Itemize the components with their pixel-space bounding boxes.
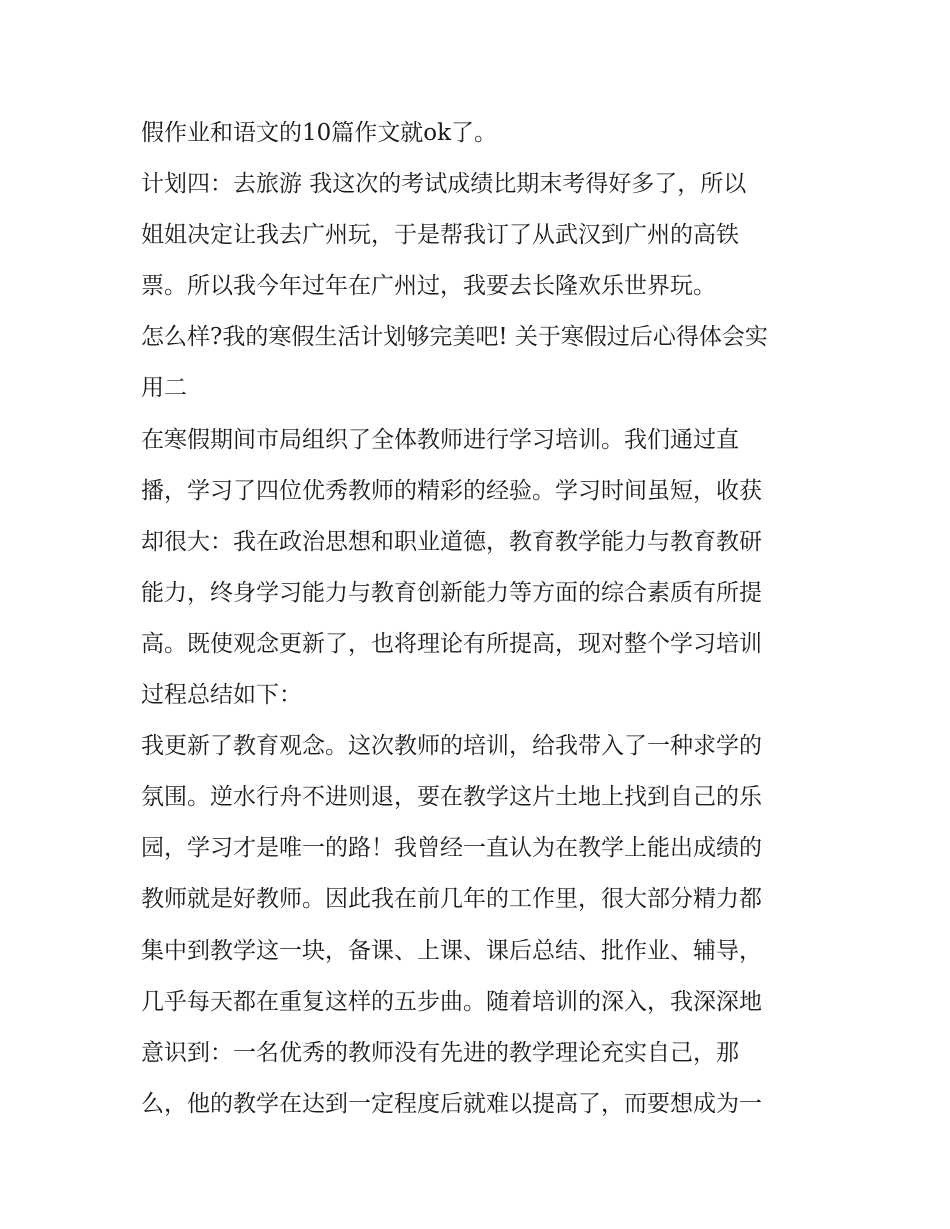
- text-line: 高。既使观念更新了，也将理论有所提高，现对整个学习培训: [141, 630, 762, 657]
- text-line: 假作业和语文的10篇作文就ok了。: [141, 120, 498, 146]
- text-line: 过程总结如下：: [141, 682, 302, 709]
- text-line: 用二: [141, 375, 187, 402]
- text-line: 几乎每天都在重复这样的五步曲。随着培训的深入，我深深地: [141, 988, 762, 1015]
- text-line: 教师就是好教师。因此我在前几年的工作里，很大部分精力都: [141, 886, 762, 913]
- document-body: [141, 108, 821, 1130]
- text-line: 氛围。逆水行舟不进则退，要在教学这片土地上找到自己的乐: [141, 784, 762, 811]
- text-line: 能力，终身学习能力与教育创新能力等方面的综合素质有所提: [141, 579, 762, 606]
- text-line: 我更新了教育观念。这次教师的培训，给我带入了一种求学的: [141, 733, 762, 760]
- text-line: 园，学习才是唯一的路！我曾经一直认为在教学上能出成绩的: [141, 835, 762, 862]
- text-line: 票。所以我今年过年在广州过，我要去长隆欢乐世界玩。: [141, 273, 716, 300]
- text-line: 计划四：去旅游 我这次的考试成绩比期末考得好多了，所以: [141, 171, 747, 198]
- text-line: 却很大：我在政治思想和职业道德，教育教学能力与教育教研: [141, 528, 762, 555]
- text-line: 姐姐决定让我去广州玩，于是帮我订了从武汉到广州的高铁: [141, 222, 739, 249]
- text-line: 么，他的教学在达到一定程度后就难以提高了，而要想成为一: [141, 1090, 762, 1117]
- text-line: 怎么样?我的寒假生活计划够完美吧! 关于寒假过后心得体会实: [141, 324, 768, 351]
- text-line: 意识到：一名优秀的教师没有先进的教学理论充实自己，那: [141, 1039, 739, 1066]
- text-line: 在寒假期间市局组织了全体教师进行学习培训。我们通过直: [141, 426, 739, 453]
- text-line: 集中到教学这一块，备课、上课、课后总结、批作业、辅导，: [141, 937, 762, 964]
- text-line: 播，学习了四位优秀教师的精彩的经验。学习时间虽短，收获: [141, 477, 762, 504]
